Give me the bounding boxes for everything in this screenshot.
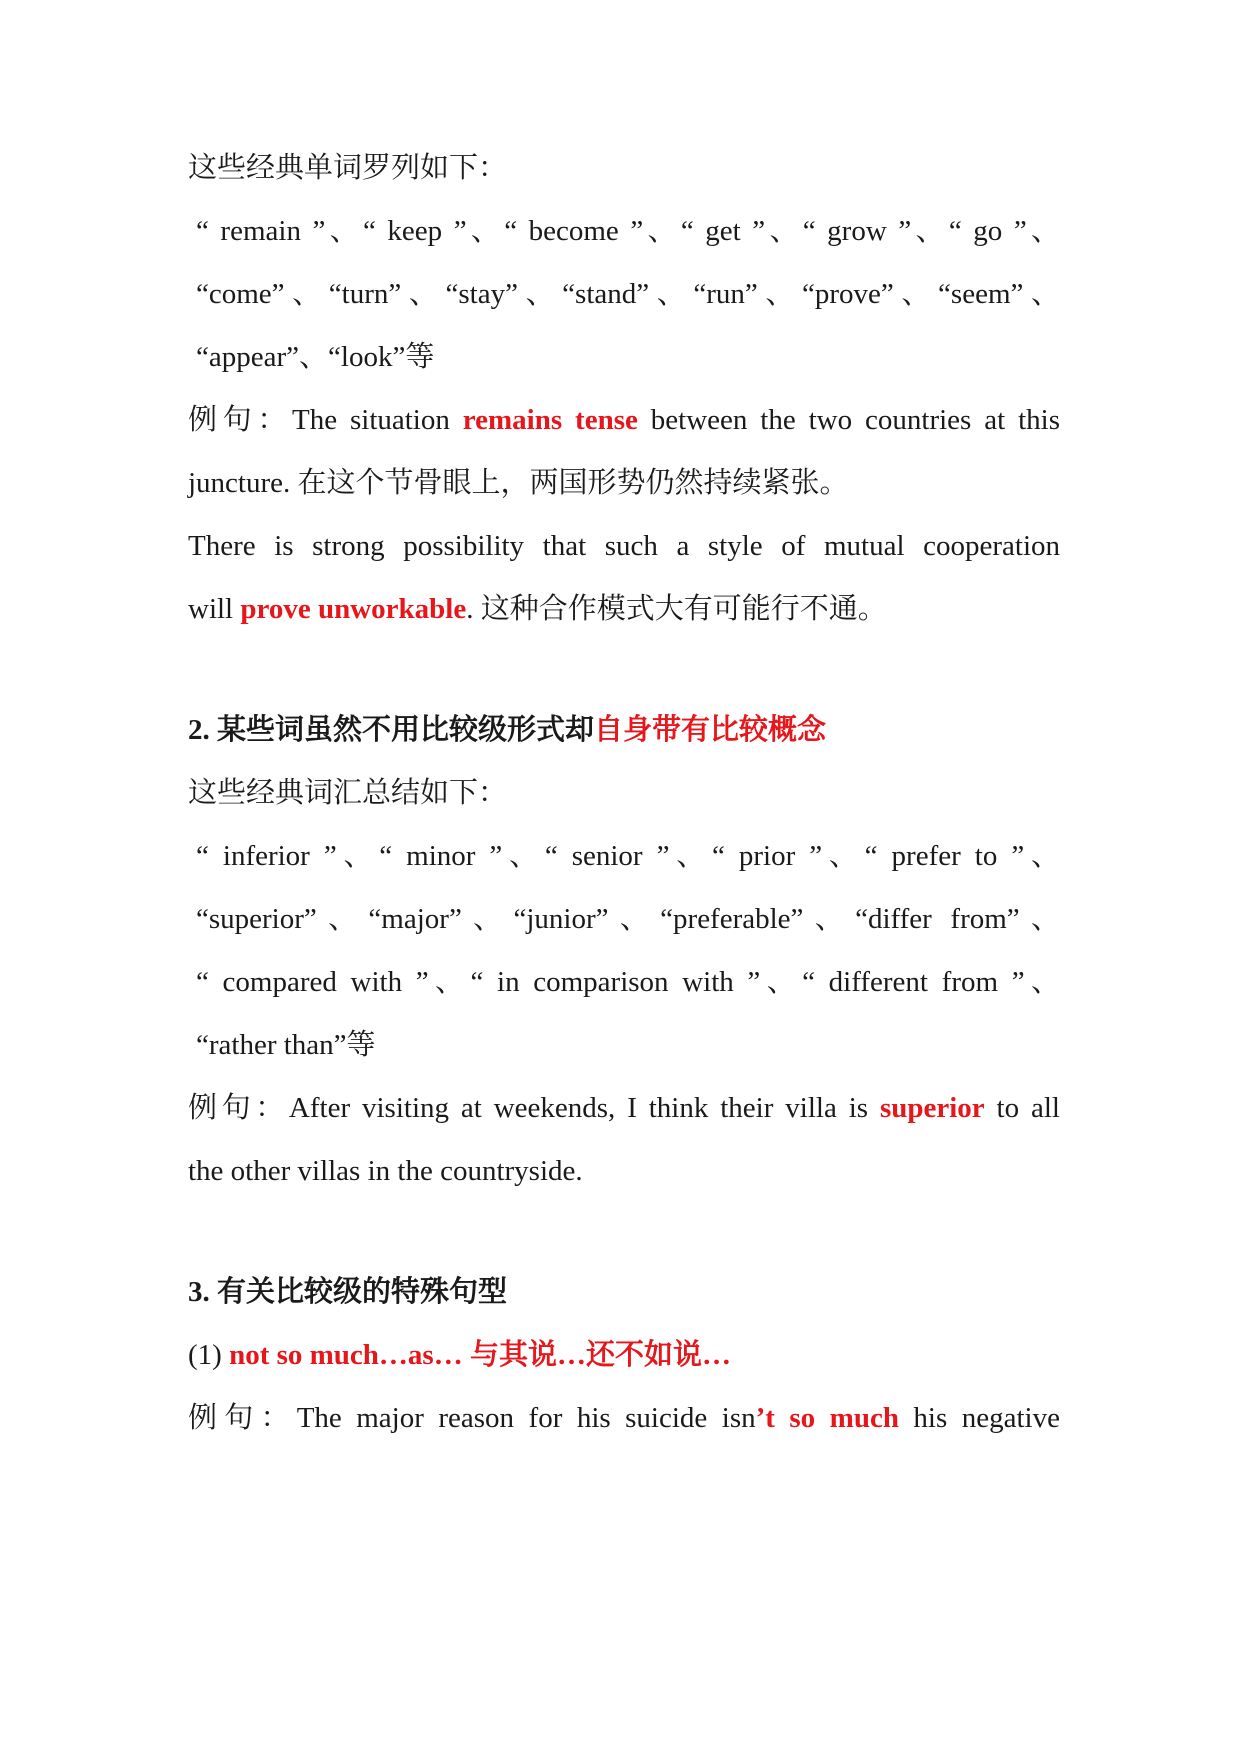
word-list-line-3: “appear”、“look”等 [196,341,435,373]
subsection-1-heading [188,1335,1060,1375]
word-list-line-2: “superior”、“major”、“junior”、“preferable”、“differ from”、 [196,903,1060,935]
word-list-line-4: “rather than”等 [196,1029,376,1061]
highlight-phrase: ’t so much [755,1402,899,1434]
example-label: 例句： [188,1402,297,1434]
subsection-title: not so much…as… 与其说…还不如说… [229,1339,731,1371]
example-text: After visiting at weekends, I think their villa is [288,1092,880,1124]
example-2-line-1: There is strong possibility that such a style of mutual cooperation [188,530,1060,562]
example-label: 例句： [188,404,292,436]
example-4-line-1 [188,1398,1060,1438]
word-list-line-2: “come”、“turn”、“stay”、“stand”、“run”、“prove”、“seem”、 [196,278,1060,310]
example-3-line-2: the other villas in the countryside. [188,1155,583,1187]
example-text: to all [984,1092,1060,1124]
heading-text: 2. 某些词虽然不用比较级形式却 [188,714,595,746]
word-list-line-1: “ inferior ”、“ minor ”、“ senior ”、“ prior ”、“ prefer to ”、 [196,840,1060,872]
example-2-line-2 [188,589,1060,629]
example-text: . 这种合作模式大有可能行不通。 [466,593,887,625]
example-label: 例句： [188,1092,289,1124]
highlight-phrase: remains tense [462,404,638,436]
example-text: between the two countries at this [637,404,1060,436]
example-text: will [188,593,241,625]
example-3-line-1 [188,1088,1060,1128]
example-1-line-2: juncture. 在这个节骨眼上，两国形势仍然持续紧张。 [188,467,849,499]
section2-heading [188,710,1060,750]
example-text: The situation [291,404,463,436]
word-list-line-1: “ remain ”、“ keep ”、“ become ”、“ get ”、“ grow ”、“ go ”、 [196,215,1060,247]
section2-intro: 这些经典词汇总结如下： [188,777,508,809]
heading-highlight: 自身带有比较概念 [594,714,827,746]
section1-intro: 这些经典单词罗列如下： [188,152,508,184]
highlight-phrase: prove unworkable [240,593,467,625]
example-text: The major reason for his suicide isn [296,1402,756,1434]
word-list-line-3: “ compared with ”、“ in comparison with ”、“ different from ”、 [196,966,1060,998]
example-text: his negative [898,1402,1060,1434]
example-1-line-1 [188,400,1060,440]
section3-heading: 3. 有关比较级的特殊句型 [188,1276,508,1308]
subsection-number: (1) [188,1339,230,1371]
highlight-phrase: superior [879,1092,985,1124]
